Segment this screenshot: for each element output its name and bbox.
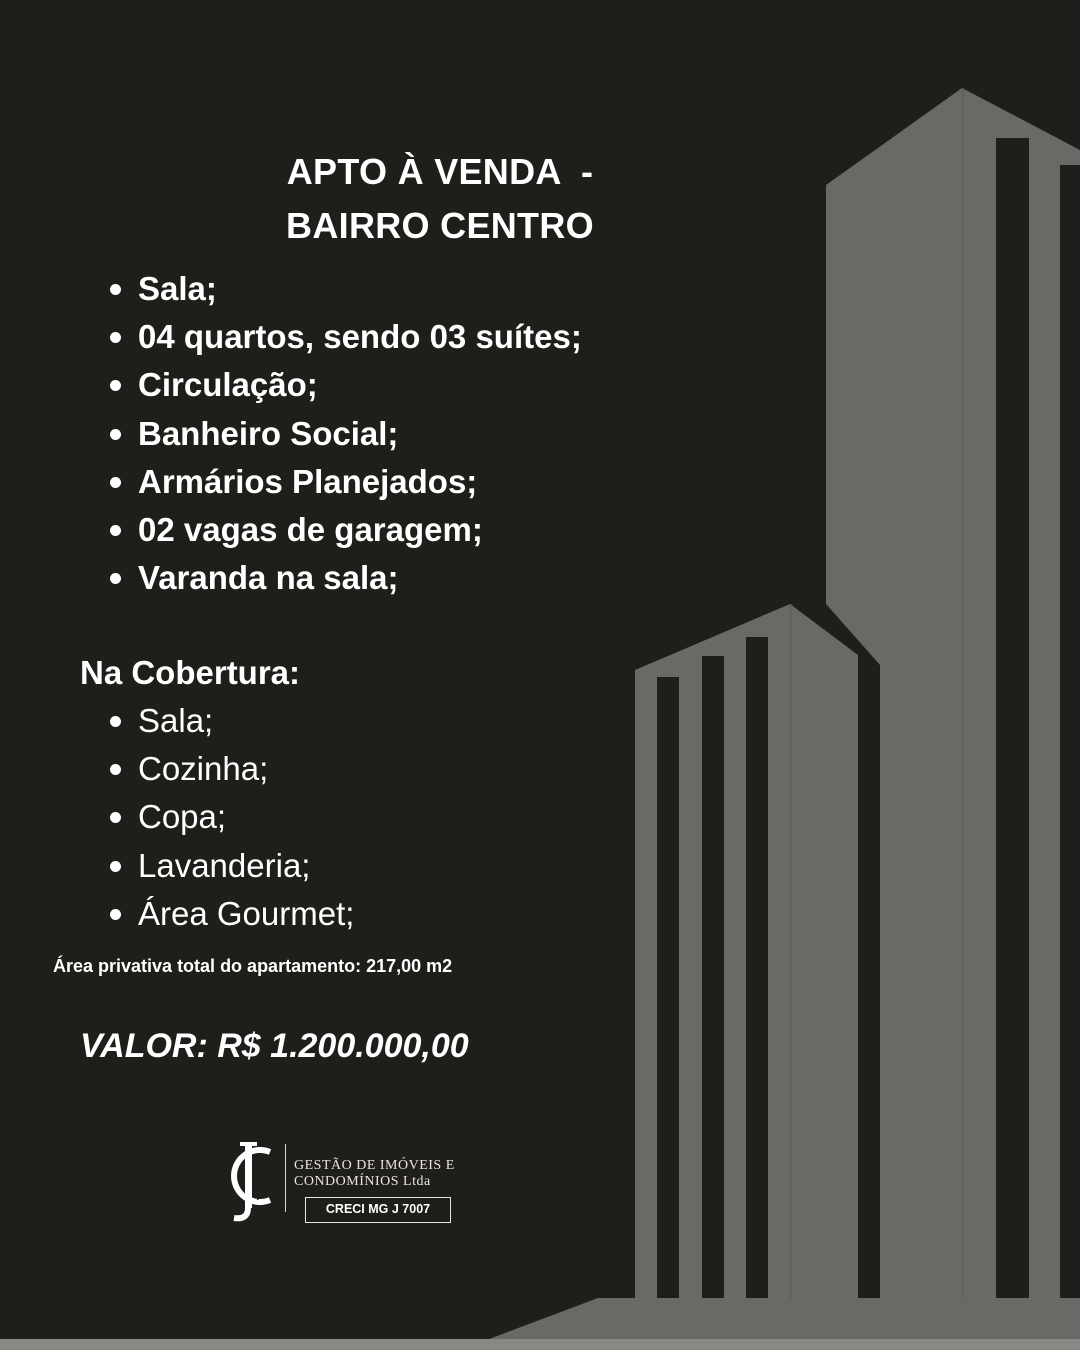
list-item: Lavanderia; — [90, 842, 354, 890]
list-item: Copa; — [90, 793, 354, 841]
price-text: VALOR: R$ 1.200.000,00 — [80, 1027, 469, 1065]
list-item: Armários Planejados; — [90, 458, 582, 506]
list-item: Circulação; — [90, 361, 582, 409]
list-item: Área Gourmet; — [90, 890, 354, 938]
logo-line-1: GESTÃO DE IMÓVEIS E — [294, 1158, 455, 1173]
logo-divider — [285, 1144, 286, 1212]
list-item: 04 quartos, sendo 03 suítes; — [90, 313, 582, 361]
logo-line-2: CONDOMÍNIOS Ltda — [294, 1174, 431, 1189]
page-title: APTO À VENDA - BAIRRO CENTRO — [286, 151, 594, 246]
list-item: Cozinha; — [90, 745, 354, 793]
company-logo — [218, 1138, 478, 1230]
list-item: Varanda na sala; — [90, 554, 582, 602]
area-text: Área privativa total do apartamento: 217,00 m2 — [53, 956, 453, 976]
cobertura-list — [90, 697, 354, 938]
list-item: Sala; — [90, 697, 354, 745]
list-item: 02 vagas de garagem; — [90, 506, 582, 554]
logo-text — [294, 1158, 455, 1190]
cobertura-heading: Na Cobertura: — [80, 654, 301, 691]
jc-monogram-icon — [218, 1138, 280, 1222]
creci-badge: CRECI MG J 7007 — [305, 1197, 451, 1223]
list-item: Banheiro Social; — [90, 410, 582, 458]
list-item: Sala; — [90, 265, 582, 313]
features-list — [90, 265, 582, 602]
